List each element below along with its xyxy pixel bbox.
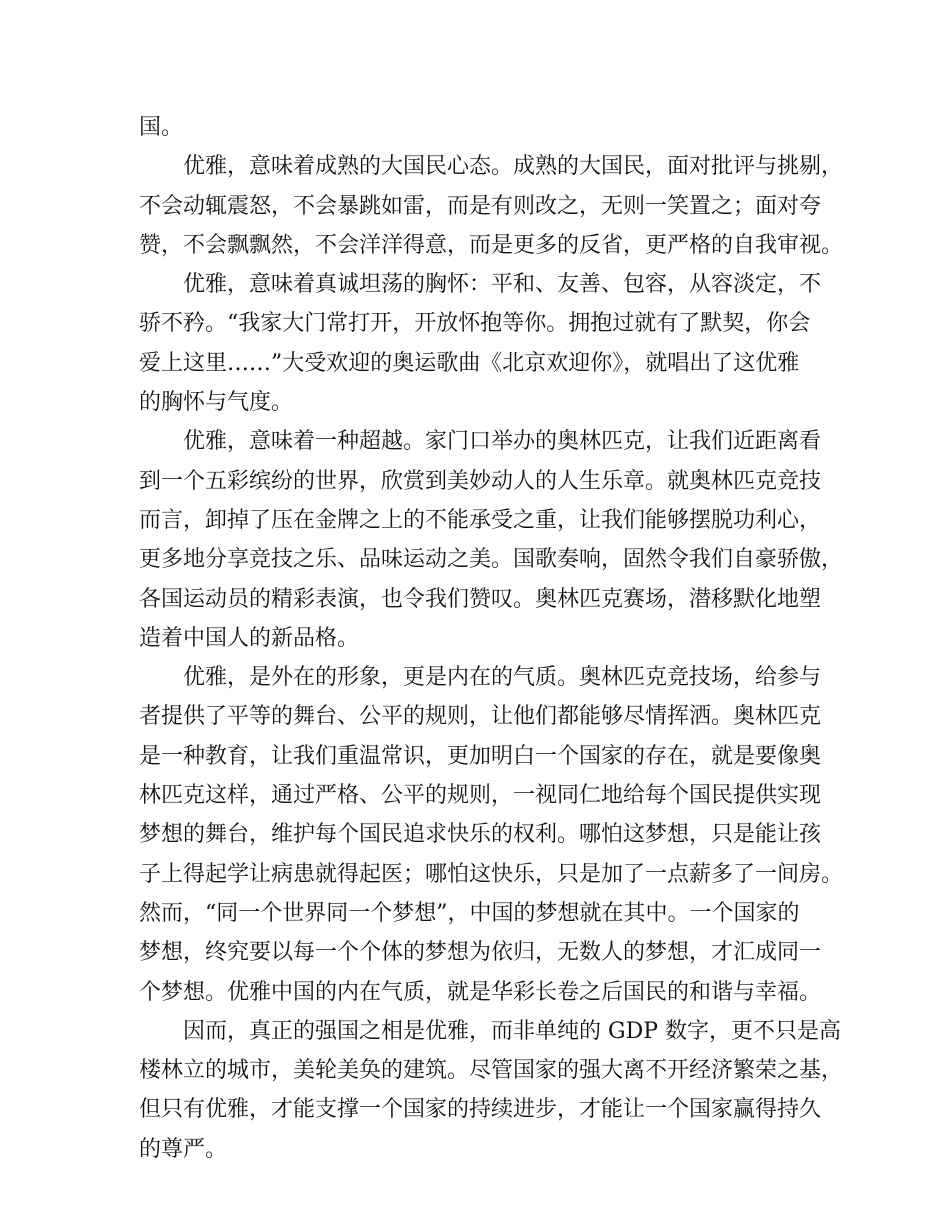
text-line: 优雅，是外在的形象，更是内在的气质。奥林匹克竞技场，给参与 [183, 665, 822, 691]
text-line: 的胸怀与气度。 [139, 390, 294, 416]
text-line: 到一个五彩缤纷的世界，欣赏到美妙动人的人生乐章。就奥林匹克竞技 [139, 468, 822, 494]
document-body [139, 108, 844, 1169]
text-line: 子上得起学让病患就得起医；哪怕这快乐，只是加了一点薪多了一间房。 [139, 861, 844, 887]
text-line: 更多地分享竞技之乐、品味运动之美。国歌奏响，固然令我们自豪骄傲， [139, 547, 844, 573]
paragraph [139, 147, 844, 265]
text-line: 优雅，意味着成熟的大国民心态。成熟的大国民，面对批评与挑剔， [183, 154, 844, 180]
paragraph [139, 1012, 844, 1169]
text-line: 楼林立的城市，美轮美奂的建筑。尽管国家的强大离不开经济繁荣之基， [139, 1058, 844, 1084]
paragraph [139, 422, 844, 658]
paragraph [139, 108, 829, 147]
text-line: 而言，卸掉了压在金牌之上的不能承受之重，让我们能够摆脱功利心， [139, 507, 822, 533]
text-line: 梦想的舞台，维护每个国民追求快乐的权利。哪怕这梦想，只是能让孩 [139, 822, 822, 848]
text-line: 个梦想。优雅中国的内在气质，就是华彩长卷之后国民的和谐与幸福。 [139, 979, 822, 1005]
text-line: 是一种教育，让我们重温常识，更加明白一个国家的存在，就是要像奥 [139, 743, 822, 769]
text-line: 优雅，意味着真诚坦荡的胸怀：平和、友善、包容，从容淡定，不 [183, 272, 822, 298]
text-line: 林匹克这样，通过严格、公平的规则，一视同仁地给每个国民提供实现 [139, 783, 822, 809]
text-line: 赞，不会飘飘然，不会洋洋得意，而是更多的反省，更严格的自我审视。 [139, 232, 844, 258]
text-line: 的尊严。 [139, 1136, 228, 1162]
text-line: 爱上这里……”大受欢迎的奥运歌曲《北京欢迎你》，就唱出了这优雅 [139, 350, 800, 376]
text-line: 骄不矜。“我家大门常打开，开放怀抱等你。拥抱过就有了默契，你会 [139, 311, 811, 337]
text-line: 但只有优雅，才能支撑一个国家的持续进步，才能让一个国家赢得持久 [139, 1097, 822, 1123]
paragraph [139, 658, 844, 1012]
text-line: 者提供了平等的舞台、公平的规则，让他们都能够尽情挥洒。奥林匹克 [139, 704, 822, 730]
text-line: 因而，真正的强国之相是优雅，而非单纯的 GDP 数字，更不只是高 [183, 1018, 842, 1044]
text-line: 国。 [139, 115, 184, 140]
text-line: 梦想，终究要以每一个个体的梦想为依归，无数人的梦想，才汇成同一 [139, 940, 822, 966]
text-line: 各国运动员的精彩表演，也令我们赞叹。奥林匹克赛场，潜移默化地塑 [139, 586, 822, 612]
text-line: 然而，“同一个世界同一个梦想”，中国的梦想就在其中。一个国家的 [139, 900, 800, 926]
paragraph [139, 265, 829, 422]
text-line: 不会动辄震怒，不会暴跳如雷，而是有则改之，无则一笑置之；面对夸 [139, 193, 822, 219]
text-line: 造着中国人的新品格。 [139, 625, 360, 651]
text-line: 优雅，意味着一种超越。家门口举办的奥林匹克，让我们近距离看 [183, 429, 822, 455]
